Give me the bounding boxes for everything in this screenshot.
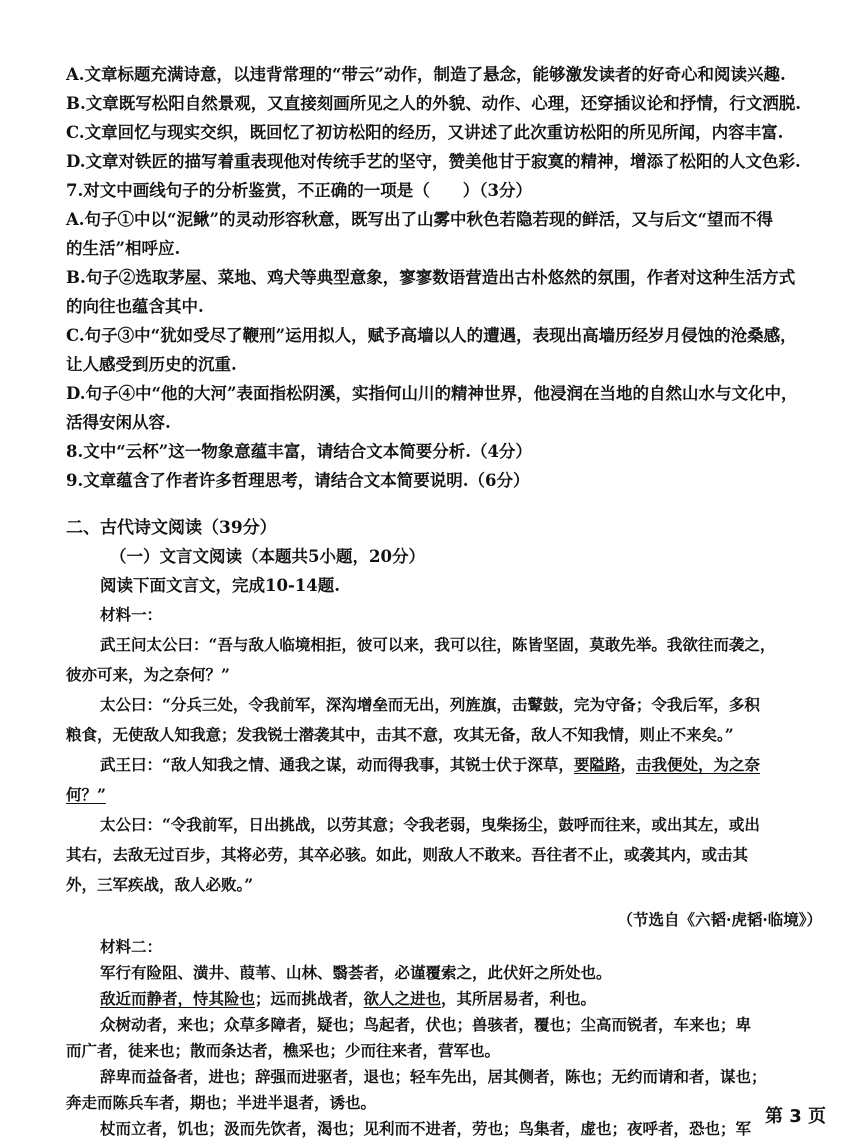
material1-p3-line1 (100, 750, 825, 780)
q7-option-c-line1: C.句子③中“犹如受尽了鞭刑”运用拟人，赋予高墙以人的遭遇，表现出高墙历经岁月侵蚀的沧桑感， (66, 326, 797, 345)
material1-p3-text: ，为之奈 (697, 755, 760, 774)
section-subtitle: （一）文言文阅读（本题共5小题，20分） (110, 547, 425, 566)
underlined-phrase: 击我便处 (635, 755, 698, 774)
material2-line4b: 奔走而陈兵车者，期也；半进半退者，诱也。 (66, 1093, 377, 1112)
underlined-phrase: 欲人之进也 (363, 989, 442, 1008)
underlined-phrase: 敌近而静者，恃其险也 (100, 989, 256, 1008)
material2-label: 材料二： (100, 937, 163, 956)
material2-line4a: 辞卑而益备者，进也；辞强而进驱者，退也；轻车先出，居其侧者，陈也；无约而请和者，谋也； (100, 1067, 767, 1086)
material1-p2-line2: 粮食，无使敌人知我意；发我锐士潜袭其中，击其不意，攻其无备，敌人不知我情，则止不来矣。” (66, 725, 734, 744)
material1-p2-line1: 太公曰：“分兵三处，令我前军，深沟增垒而无出，列旌旗，击鼙鼓，完为守备；令我后军，多积 (100, 695, 760, 714)
material1-source: （节选自《六韬·虎韬·临境》） (617, 910, 822, 929)
material1-p3-text: 武王曰：“敌人知我之情、通我之谋，动而得我事，其锐士伏于深草， (100, 755, 574, 774)
material1-p1-line2: 彼亦可来，为之奈何？” (66, 665, 230, 684)
material2-text: ；远而挑战者， (255, 989, 364, 1008)
material2-line5a: 杖而立者，饥也；汲而先饮者，渴也；见利而不进者，劳也；鸟集者，虚也；夜呼者，恐也；军 (100, 1119, 752, 1138)
underlined-phrase: 要隘路 (573, 755, 621, 774)
q7-option-b-line1: B.句子②选取茅屋、菜地、鸡犬等典型意象，寥寥数语营造出古朴悠然的氛围，作者对这种生活方式 (66, 268, 796, 287)
q7-option-a-line2: 的生活”相呼应. (66, 239, 181, 258)
material2-line3b: 而广者，徒来也；散而条达者，樵采也；少而往来者，营军也。 (66, 1041, 501, 1060)
material2-text: ，其所居易者，利也。 (441, 989, 597, 1008)
q7-option-c-line2: 让人感受到历史的沉重. (66, 355, 237, 374)
material1-p3-line2: 何？” (66, 785, 106, 804)
page-number: 第 3 页 (764, 1106, 826, 1127)
q6-option-c: C.文章回忆与现实交织，既回忆了初访松阳的经历，又讲述了此次重访松阳的所见所闻，内容丰富. (66, 123, 784, 142)
section-title: 二、古代诗文阅读（39分） (66, 518, 277, 538)
material1-label: 材料一： (100, 605, 163, 624)
material1-p4-line2: 其右，去敌无过百步，其将必劳，其卒必骇。如此，则敌人不敢来。吾往者不止，或袭其内，或击其 (66, 845, 749, 864)
q7-option-b-line2: 的向往也蕴含其中. (66, 297, 204, 316)
q6-option-b: B.文章既写松阳自然景观，又直接刻画所见之人的外貌、动作、心理，还穿插议论和抒情，行文洒脱. (66, 94, 801, 113)
material1-p4-line3: 外，三军疾战，敌人必败。” (66, 875, 254, 894)
q7-option-a-line1: A.句子①中以“泥鳅”的灵动形容秋意，既写出了山雾中秋色若隐若现的鲜活，又与后文“望而不得 (66, 210, 774, 229)
material2-line3a: 众树动者，来也；众草多障者，疑也；鸟起者，伏也；兽骇者，覆也；尘高而锐者，车来也；卑 (100, 1015, 752, 1034)
q7-stem: 7.对文中画线句子的分析鉴赏，不正确的一项是（ ）（3分） (66, 181, 532, 200)
material1-p1-line1: 武王问太公曰：“吾与敌人临境相拒，彼可以来，我可以往，陈皆坚固，莫敢先举。我欲往而袭之， (100, 635, 776, 654)
material1-p4-line1: 太公曰：“令我前军，日出挑战，以劳其意；令我老弱，曳柴扬尘，鼓呼而往来，或出其左，或出 (100, 815, 760, 834)
q7-option-d-line2: 活得安闲从容. (66, 413, 171, 432)
material1-p3-text: ， (620, 755, 636, 774)
q6-option-a: A.文章标题充满诗意，以违背常理的“带云”动作，制造了悬念，能够激发读者的好奇心和阅读兴趣. (66, 65, 786, 84)
q7-option-d-line1: D.句子④中“他的大河”表面指松阴溪，实指何山川的精神世界，他浸润在当地的自然山水与文化中， (66, 384, 798, 403)
reading-instruction: 阅读下面文言文，完成10-14题. (100, 576, 341, 595)
q9-stem: 9.文章蕴含了作者许多哲理思考，请结合文本简要说明.（6分） (66, 471, 530, 490)
q8-stem: 8.文中“云杯”这一物象意蕴丰富，请结合文本简要分析.（4分） (66, 442, 532, 461)
q6-option-d: D.文章对铁匠的描写着重表现他对传统手艺的坚守，赞美他甘于寂寞的精神，增添了松阳的人文色彩. (66, 152, 801, 171)
material2-line1: 军行有险阻、潢井、葭苇、山林、翳荟者，必谨覆索之，此伏奸之所处也。 (100, 963, 612, 982)
